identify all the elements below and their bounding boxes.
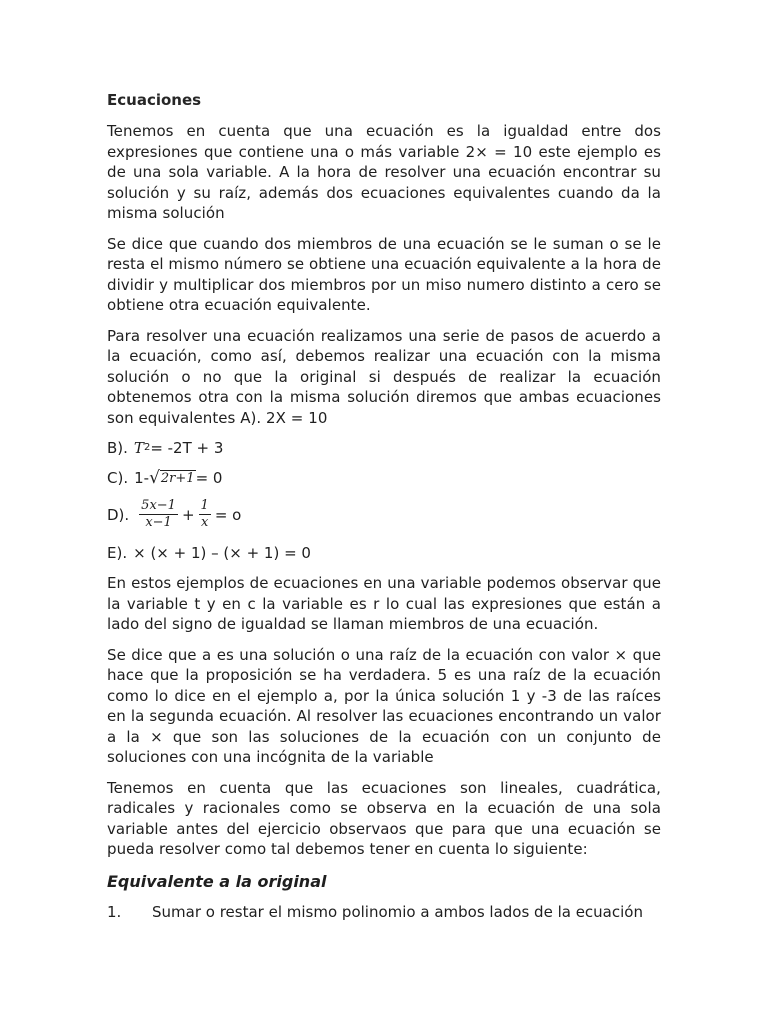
paragraph-5: Se dice que a es una solución o una raíz de la ecuación con valor × que hace que la proposición se ha verdadera. 5 es una raíz de la ecuación como lo dice en el ejemplo a, por la única solución 1 y -3 de las raíces en la segunda ecuación. Al resolver las ecuaciones encontrando un valor a la × que son las soluciones de la ecuación con un conjunto de soluciones con una incógnita de la variable: [107, 645, 661, 766]
equation-d-label: D).: [107, 505, 130, 524]
fraction-2-numerator: 1: [200, 498, 209, 513]
equation-d: [107, 498, 661, 531]
equation-b-exponent: 2: [143, 442, 151, 453]
radical-sign-icon: √: [149, 468, 160, 488]
equation-e-label: E).: [107, 544, 128, 562]
equation-d-rest: = o: [214, 505, 242, 524]
list-item-number: 1.: [107, 902, 122, 921]
list-item-text: Sumar o restar el mismo polinomio a ambos lados de la ecuación: [152, 902, 643, 921]
list-item: [107, 902, 661, 922]
fraction-1: [139, 498, 178, 531]
equation-b-var: T: [133, 439, 144, 457]
equation-c-label: C).: [107, 469, 129, 487]
equation-e: [107, 543, 661, 563]
equation-b-label: B).: [107, 439, 128, 457]
paragraph-3: Para resolver una ecuación realizamos una serie de pasos de acuerdo a la ecuación, como así, debemos realizar una ecuación con la misma solución o no que la original si después de realizar la ecuación obtenemos otra con la misma solución diremos que ambas ecuaciones son equivalentes A). 2X = 10: [107, 326, 661, 427]
fraction-2: [199, 498, 211, 531]
equation-c: [107, 468, 661, 488]
paragraph-2: Se dice que cuando dos miembros de una ecuación se le suman o se le resta el mismo número se obtiene una ecuación equivalente a la hora de dividir y multiplicar dos miembros por un miso numero distinto a cero se obtiene otra ecuación equivalente.: [107, 234, 661, 314]
paragraph-6: Tenemos en cuenta que las ecuaciones son lineales, cuadrática, radicales y racionales como se observa en la ecuación de una sola variable antes del ejercicio observaos que para que una ecuación se pueda resolver como tal debemos tener en cuenta lo siguiente:: [107, 778, 661, 858]
fraction-1-denominator: x−1: [145, 515, 172, 530]
paragraph-1: Tenemos en cuenta que una ecuación es la igualdad entre dos expresiones que contiene una o más variable 2× = 10 este ejemplo es de una sola variable. A la hora de resolver una ecuación encontrar su solución y su raíz, además dos ecuaciones equivalentes cuando da la misma solución: [107, 122, 661, 222]
equation-c-rest: = 0: [195, 469, 223, 487]
equation-d-plus: +: [181, 505, 195, 524]
fraction-1-numerator: 5x−1: [141, 498, 176, 513]
equation-c-prefix: 1-: [134, 469, 150, 487]
equation-e-expression: × (× + 1) – (× + 1) = 0: [133, 544, 311, 562]
paragraph-4: En estos ejemplos de ecuaciones en una variable podemos observar que la variable t y en c la variable es r lo cual las expresiones que están a lado del signo de igualdad se llaman miembros de una ecuación.: [107, 574, 661, 633]
document-title: Ecuaciones: [107, 91, 202, 109]
equation-b-rest: = -2T + 3: [150, 439, 224, 457]
section-heading: Equivalente a la original: [107, 871, 327, 891]
fraction-2-denominator: x: [201, 515, 209, 530]
equation-c-radicand: 2r+1: [160, 471, 195, 486]
equation-b: [107, 438, 661, 458]
square-root: [149, 469, 196, 487]
